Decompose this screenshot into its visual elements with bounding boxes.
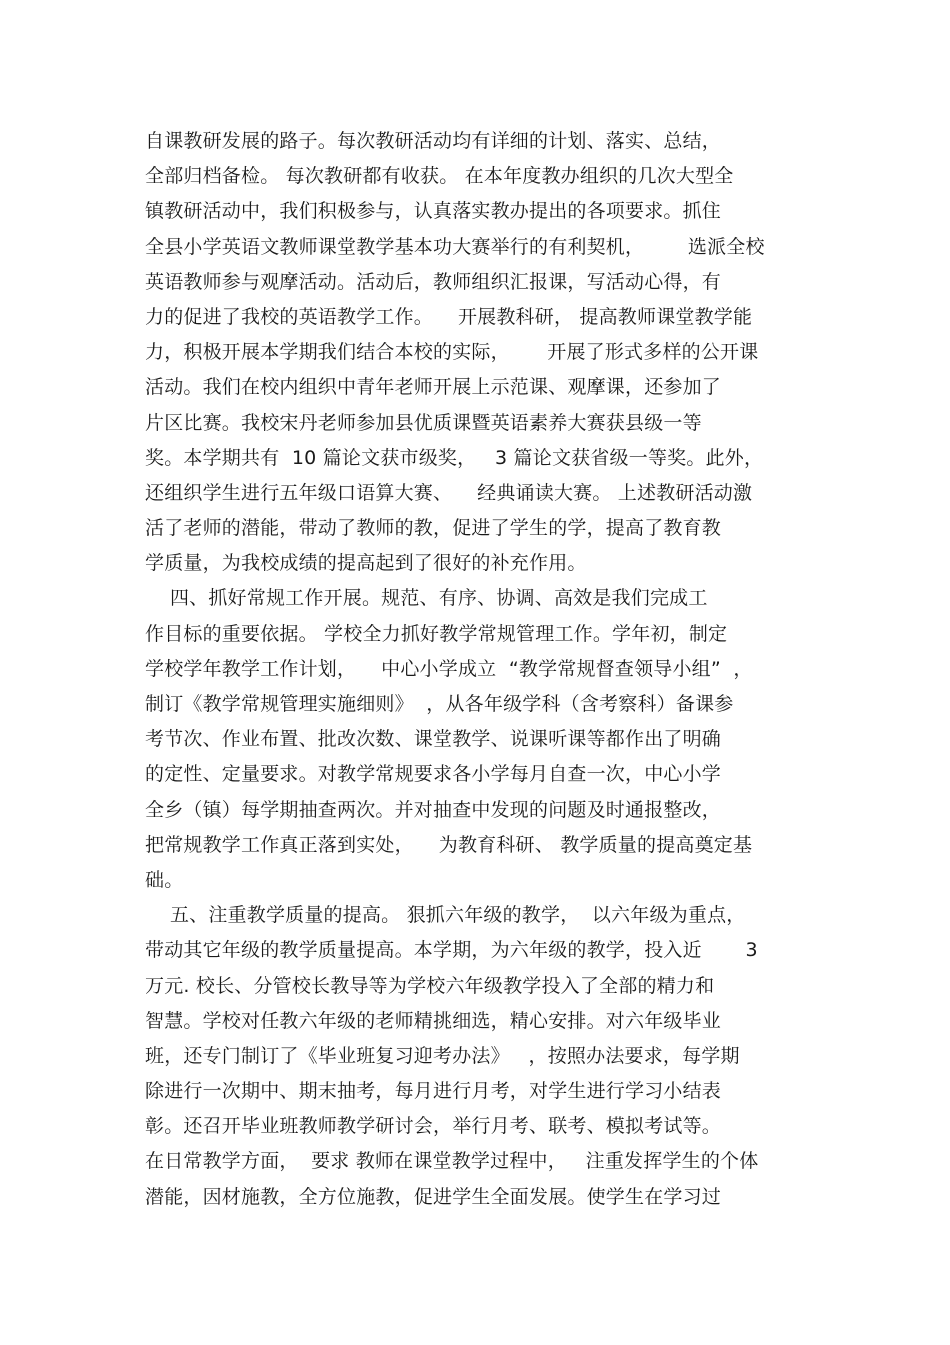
text-line: 学校学年教学工作计划， 中心小学成立 “教学常规督查领导小组” ， (145, 657, 753, 680)
text-line: 把常规教学工作真正落到实处， 为教育科研、 教学质量的提高奠定基 (145, 833, 753, 856)
text-line: 力，积极开展本学期我们结合本校的实际， 开展了形式多样的公开课 (145, 341, 759, 364)
text-line: 全部归档备检。 每次教研都有收获。 在本年度教办组织的几次大型全 (145, 165, 734, 188)
text-line: 力的促进了我校的英语教学工作。 开展教科研， 提高教师课堂教学能 (145, 305, 753, 328)
text-line: 全县小学英语文教师课堂教学基本功大赛举行的有利契机， 选派全校 (145, 235, 765, 258)
text-line: 片区比赛。我校宋丹老师参加县优质课暨英语素养大赛获县级一等 (145, 411, 702, 434)
text-line: 全乡（镇）每学期抽查两次。并对抽查中发现的问题及时通报整改， (145, 798, 722, 821)
text-line: 彰。还召开毕业班教师教学研讨会，举行月考、联考、模拟考试等。 (145, 1115, 722, 1138)
text-line: 带动其它年级的教学质量提高。本学期，为六年级的教学，投入近 3 (145, 939, 758, 962)
text-line: 制订《教学常规管理实施细则》 ，从各年级学科（含考察科）备课参 (145, 693, 734, 715)
text-line: 活动。我们在校内组织中青年老师开展上示范课、观摩课，还参加了 (145, 376, 722, 399)
text-line: 智慧。学校对任教六年级的老师精挑细选，精心安排。对六年级毕业 (145, 1009, 722, 1032)
text-line: 除进行一次期中、期末抽考，每月进行月考，对学生进行学习小结表 (145, 1080, 722, 1103)
text-line: 的定性、定量要求。对教学常规要求各小学每月自查一次，中心小学 (145, 763, 722, 786)
body-text (145, 124, 825, 1215)
text-line: 考节次、作业布置、批改次数、课堂教学、说课听课等都作出了明确 (145, 728, 722, 751)
text-line: 奖。本学期共有 10 篇论文获市级奖， 3 篇论文获省级一等奖。此外， (145, 446, 764, 469)
text-line: 自课教研发展的路子。每次教研活动均有详细的计划、落实、总结， (145, 130, 722, 152)
text-line: 学质量，为我校成绩的提高起到了很好的补充作用。 (145, 552, 587, 575)
paragraph-start-line: 四、抓好常规工作开展。规范、有序、协调、高效是我们完成工 (145, 587, 708, 610)
text-line: 础。 (145, 868, 184, 891)
text-line: 英语教师参与观摩活动。活动后，教师组织汇报课，写活动心得，有 (145, 270, 722, 293)
text-line: 万元. 校长、分管校长教导等为学校六年级教学投入了全部的精力和 (145, 974, 715, 997)
text-line: 镇教研活动中，我们积极参与，认真落实教办提出的各项要求。抓住 (145, 200, 722, 223)
text-line: 作目标的重要依据。 学校全力抓好教学常规管理工作。学年初，制定 (145, 622, 728, 645)
paragraph-start-line: 五、注重教学质量的提高。 狠抓六年级的教学， 以六年级为重点， (145, 904, 746, 927)
text-line: 班，还专门制订了《毕业班复习迎考办法》 ，按照办法要求，每学期 (145, 1044, 740, 1067)
text-line: 活了老师的潜能，带动了教师的教，促进了学生的学，提高了教育教 (145, 517, 722, 540)
text-line: 潜能，因材施教，全方位施教，促进学生全面发展。使学生在学习过 (145, 1185, 722, 1208)
text-line: 还组织学生进行五年级口语算大赛、 经典诵读大赛。 上述教研活动激 (145, 481, 753, 504)
text-line: 在日常教学方面， 要求 教师在课堂教学过程中， 注重发挥学生的个体 (145, 1150, 759, 1173)
